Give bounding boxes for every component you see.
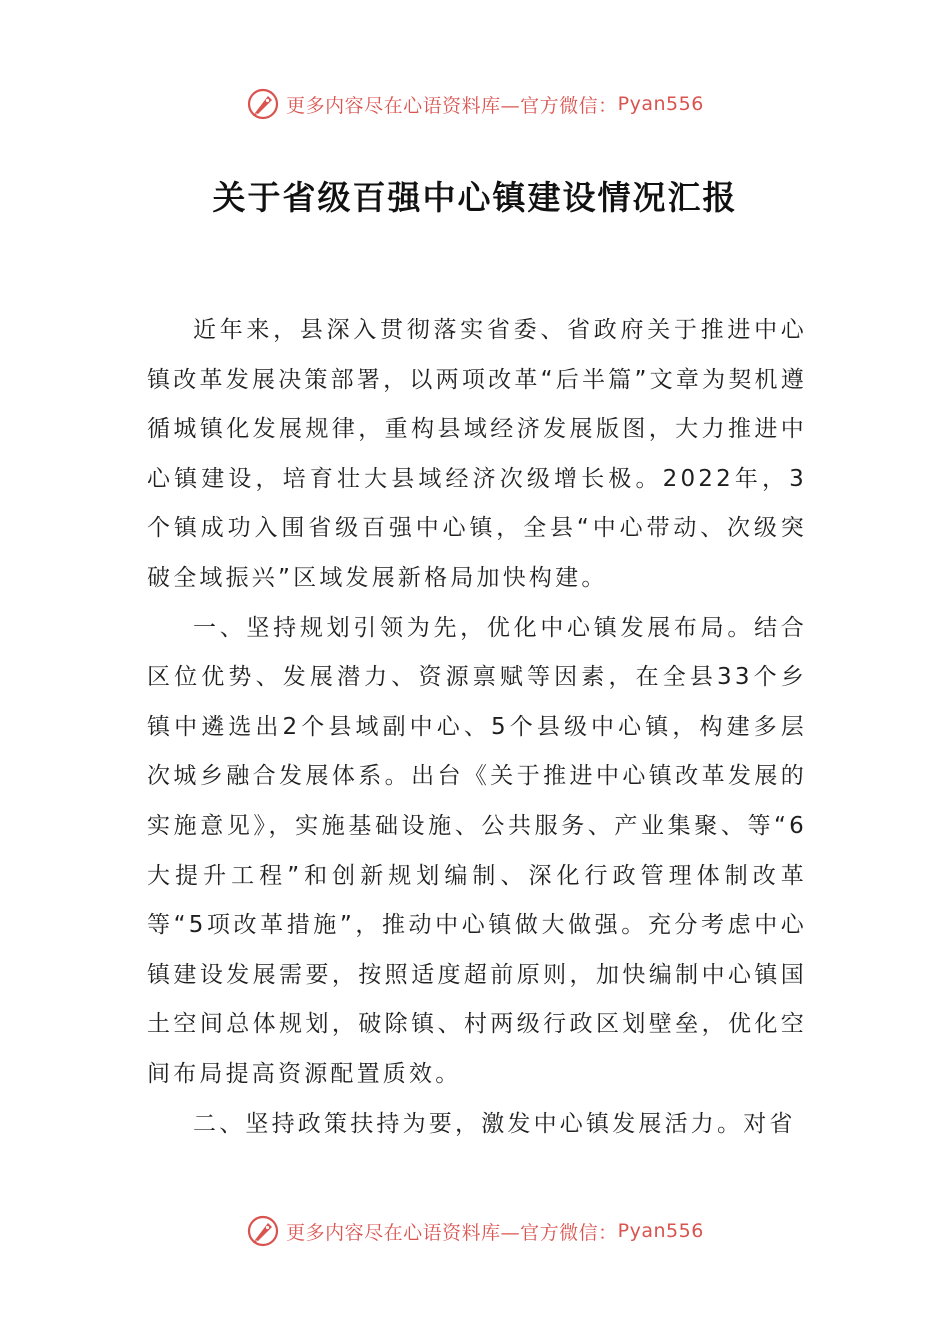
watermark-text: 更多内容尽在心语资料库—官方微信： [286, 1221, 618, 1244]
paragraph-section-1: 一、坚持规划引领为先，优化中心镇发展布局。结合区位优势、发展潜力、资源禀赋等因素，在全县33个乡镇中遴选出2个县域副中心、5个县级中心镇，构建多层次城乡融合发展体系。出台《关于推进中心镇改革发展的实施意见》，实施基础设施、公共服务、产业集聚、等“6大提升工程”和创新规划编制、深化行政管理体制改革等“5项改革措施”，推动中心镇做大做强。充分考虑中心镇建设发展需要，按照适度超前原则，加快编制中心镇国土空间总体规划，破除镇、村两级行政区划壁垒，优化空间布局提高资源配置质效。 [147, 614, 807, 1087]
paragraph-section-2: 二、坚持政策扶持为要，激发中心镇发展活力。对省 [193, 1110, 796, 1137]
pen-nib-logo-icon [246, 87, 280, 121]
paragraph-intro: 近年来，县深入贯彻落实省委、省政府关于推进中心镇改革发展决策部署，以两项改革“后半篇”文章为契机遵循城镇化发展规律，重构县域经济发展版图，大力推进中心镇建设，培育壮大县域经济次级增长极。2022年，3个镇成功入围省级百强中心镇，全县“中心带动、次级突破全域振兴”区域发展新格局加快构建。 [147, 317, 807, 591]
watermark-header [0, 84, 950, 124]
pen-nib-logo-icon [246, 1214, 280, 1248]
watermark-footer [0, 1211, 950, 1251]
watermark-text: 更多内容尽在心语资料库—官方微信： [286, 94, 618, 117]
document-title: 关于省级百强中心镇建设情况汇报 [212, 178, 738, 217]
watermark-wechat-id: Pyan556 [617, 1220, 704, 1242]
watermark-wechat-id: Pyan556 [617, 93, 704, 115]
document-body [147, 306, 807, 1149]
